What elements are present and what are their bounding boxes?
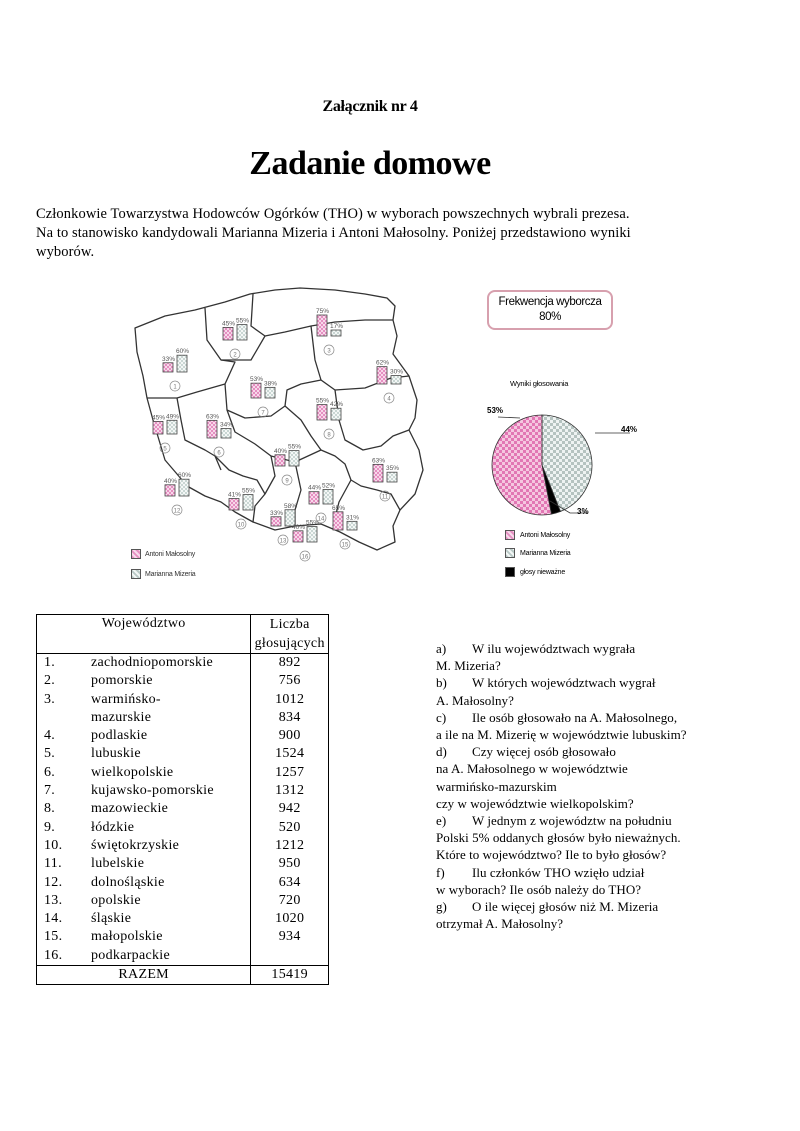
question-text-continuation: otrzymał A. Małosolny? xyxy=(436,916,564,932)
table-row xyxy=(37,928,329,946)
bar-malosolny-region-1 xyxy=(163,363,173,372)
region-number: 13 xyxy=(279,538,287,545)
region-number: 16 xyxy=(301,554,309,561)
voter-count: 1012 xyxy=(251,691,329,709)
question-item xyxy=(436,812,736,829)
question-text: W ilu województwach wygrała xyxy=(472,641,636,656)
voter-count: 892 xyxy=(251,654,329,673)
question-item xyxy=(436,864,736,881)
region-name: dolnośląskie xyxy=(91,874,165,890)
turnout-value: 80% xyxy=(539,311,561,323)
turnout-box xyxy=(487,290,613,330)
row-number: 10. xyxy=(37,837,92,855)
bar-malosolny-region-3 xyxy=(317,315,327,336)
pie-legend-label: Marianna Mizeria xyxy=(520,549,571,557)
map-legend-mizeria xyxy=(131,569,196,579)
bar-mizeria-region-7 xyxy=(265,387,275,398)
region-name: kujawsko-pomorskie xyxy=(91,783,214,799)
row-number: 16. xyxy=(37,947,92,966)
question-letter: f) xyxy=(436,864,445,880)
percent-label-mizeria: 60% xyxy=(176,348,190,356)
turnout-label: Frekwencja wyborcza xyxy=(498,296,602,308)
question-text-continuation: w wyborach? Ile osób należy do THO? xyxy=(436,881,642,897)
pie-slices xyxy=(492,415,592,515)
region-number: 2 xyxy=(233,352,237,359)
bar-mizeria-region-16 xyxy=(307,527,317,542)
percent-label-mizeria: 55% xyxy=(236,317,250,325)
table-row xyxy=(37,782,329,800)
bar-malosolny-region-2 xyxy=(223,327,233,340)
voter-count: 1212 xyxy=(251,837,329,855)
percent-label-mizeria: 35% xyxy=(386,465,400,473)
question-letter: b) xyxy=(436,675,447,691)
table-row xyxy=(37,691,329,709)
row-number: 1. xyxy=(37,654,92,673)
table-row xyxy=(37,910,329,928)
region-name: pomorskie xyxy=(91,673,153,689)
bar-mizeria-region-1 xyxy=(177,355,187,372)
label-line-53 xyxy=(498,417,520,418)
row-number: 8. xyxy=(37,800,92,818)
bar-mizeria-region-9 xyxy=(289,451,299,466)
percent-label-malosolny: 40% xyxy=(274,447,288,455)
region-name: lubelskie xyxy=(91,856,145,872)
bar-mizeria-region-2 xyxy=(237,325,247,340)
bar-malosolny-region-8 xyxy=(317,405,327,420)
pie-label-invalid: 3% xyxy=(577,507,589,516)
table-row xyxy=(37,764,329,782)
voter-count: 756 xyxy=(251,672,329,690)
question-item xyxy=(436,640,736,657)
percent-label-malosolny: 40% xyxy=(164,477,178,485)
pie-title: Wyniki głosowania xyxy=(510,379,569,388)
region-number: 8 xyxy=(327,432,331,439)
bar-malosolny-region-11 xyxy=(373,464,383,482)
bar-malosolny-region-6 xyxy=(207,420,217,438)
voter-count: 934 xyxy=(251,928,329,946)
voter-count: 950 xyxy=(251,855,329,873)
region-number: 10 xyxy=(237,522,245,529)
region-name: śląskie xyxy=(91,911,132,927)
column-header-count-line: Liczba xyxy=(269,617,310,632)
results-pie-chart xyxy=(490,405,650,525)
question-item xyxy=(436,743,736,760)
question-item xyxy=(436,709,736,726)
region-number: 12 xyxy=(173,508,181,515)
pie-legend-label: głosy nieważne xyxy=(520,568,566,576)
bar-malosolny-region-9 xyxy=(275,455,285,466)
column-header-region: Województwo xyxy=(37,615,251,654)
table-row xyxy=(37,672,329,690)
question-letter: c) xyxy=(436,709,447,725)
percent-label-malosolny: 63% xyxy=(372,457,386,465)
percent-label-malosolny: 53% xyxy=(250,376,264,384)
percent-label-malosolny: 40% xyxy=(292,523,306,531)
table-row xyxy=(37,745,329,763)
intro-line: Na to stanowisko kandydowali Marianna Mizeria i Antoni Małosolny. Poniżej przedstawiono wyniki xyxy=(36,225,631,241)
bar-mizeria-region-12 xyxy=(179,479,189,496)
voter-count: 1257 xyxy=(251,764,329,782)
percent-label-mizeria: 30% xyxy=(390,368,404,376)
percent-label-mizeria: 49% xyxy=(166,413,180,421)
bar-mizeria-region-11 xyxy=(387,472,397,482)
percent-label-mizeria: 34% xyxy=(220,421,234,429)
bar-mizeria-region-14 xyxy=(323,489,333,504)
percent-label-malosolny: 33% xyxy=(270,509,284,517)
percent-label-mizeria: 52% xyxy=(322,482,336,490)
bar-malosolny-region-16 xyxy=(293,531,303,542)
map-legend-label: Antoni Małosolny xyxy=(145,550,196,558)
question-text-continuation: na A. Małosolnego w województwie xyxy=(436,761,628,777)
percent-label-malosolny: 33% xyxy=(162,355,176,363)
row-number: 4. xyxy=(37,727,92,745)
percent-label-malosolny: 75% xyxy=(316,308,330,315)
region-number: 7 xyxy=(261,410,265,417)
question-text-continuation: Które to województwo? Ile to było głosów? xyxy=(436,847,667,863)
grey-checker-swatch-icon xyxy=(505,548,515,558)
voter-count: 942 xyxy=(251,800,329,818)
region-number: 5 xyxy=(163,446,167,453)
percent-label-mizeria: 38% xyxy=(264,380,278,388)
pie-legend-invalid xyxy=(505,567,565,577)
bar-mizeria-region-15 xyxy=(347,521,357,530)
region-name: opolskie xyxy=(91,892,141,908)
region-name: wielkopolskie xyxy=(91,764,174,780)
table-row xyxy=(37,947,329,966)
row-number: 14. xyxy=(37,910,92,928)
bar-malosolny-region-10 xyxy=(229,499,239,510)
voter-count: 1312 xyxy=(251,782,329,800)
voter-count: 720 xyxy=(251,892,329,910)
percent-label-malosolny: 41% xyxy=(228,491,242,499)
question-letter: g) xyxy=(436,899,447,915)
bar-mizeria-region-6 xyxy=(221,428,231,438)
table-row xyxy=(37,874,329,892)
voters-table xyxy=(36,614,329,985)
bar-mizeria-region-10 xyxy=(243,495,253,510)
row-number: 11. xyxy=(37,855,92,873)
voter-count: 520 xyxy=(251,819,329,837)
question-item xyxy=(436,898,736,915)
percent-label-mizeria: 55% xyxy=(306,519,320,527)
region-number: 9 xyxy=(285,478,289,485)
row-number: 2. xyxy=(37,672,92,690)
percent-label-malosolny: 65% xyxy=(332,504,346,512)
voter-count: 1524 xyxy=(251,745,329,763)
region-number: 14 xyxy=(317,516,325,523)
row-number: 7. xyxy=(37,782,92,800)
percent-label-mizeria: 55% xyxy=(242,487,256,495)
percent-label-mizeria: 42% xyxy=(330,401,344,409)
pie-label-mizeria: 44% xyxy=(621,425,638,434)
question-text-continuation: warmińsko-mazurskim xyxy=(436,778,557,794)
row-number: 15. xyxy=(37,928,92,946)
percent-label-malosolny: 63% xyxy=(206,413,220,421)
bar-mizeria-region-5 xyxy=(167,420,177,434)
bar-malosolny-region-7 xyxy=(251,383,261,398)
region-name: podlaskie xyxy=(91,728,148,744)
question-text-continuation: M. Mizeria? xyxy=(436,658,501,674)
page-title: Zadanie domowe xyxy=(249,145,491,182)
row-number: 6. xyxy=(37,764,92,782)
row-number xyxy=(37,709,92,727)
pie-legend-malosolny xyxy=(505,530,570,540)
voter-count xyxy=(251,947,329,966)
percent-label-mizeria: 60% xyxy=(178,472,192,480)
row-number: 12. xyxy=(37,874,92,892)
row-number: 13. xyxy=(37,892,92,910)
pie-label-malosolny: 53% xyxy=(487,406,504,415)
table-row xyxy=(37,892,329,910)
question-text-continuation: a ile na M. Mizerię w województwie lubuskim? xyxy=(436,727,687,743)
table-row xyxy=(37,855,329,873)
question-text: Ile osób głosowało na A. Małosolnego, xyxy=(472,709,678,725)
table-row xyxy=(37,800,329,818)
region-name: warmińsko- xyxy=(91,691,161,707)
total-value: 15419 xyxy=(251,966,329,985)
region-name: mazurskie xyxy=(91,709,152,725)
black-swatch-icon xyxy=(505,567,515,577)
intro-line: wyborów. xyxy=(36,244,95,260)
voter-count: 834 xyxy=(251,709,329,727)
row-number: 9. xyxy=(37,819,92,837)
map-legend-label: Marianna Mizeria xyxy=(145,570,196,578)
region-name: małopolskie xyxy=(91,929,163,945)
question-text: W jednym z województw na południu xyxy=(472,813,672,829)
pink-checker-swatch-icon xyxy=(131,549,141,559)
bar-malosolny-region-5 xyxy=(153,421,163,434)
region-name: mazowieckie xyxy=(91,801,169,817)
row-number: 3. xyxy=(37,691,92,709)
map-legend-malosolny xyxy=(131,549,195,559)
total-label: RAZEM xyxy=(37,966,251,985)
voter-count: 1020 xyxy=(251,910,329,928)
region-number: 11 xyxy=(381,494,389,501)
table-row xyxy=(37,654,329,673)
region-number: 4 xyxy=(387,396,391,403)
region-number: 3 xyxy=(327,348,331,355)
question-text: O ile więcej głosów niż M. Mizeria xyxy=(472,899,659,915)
voter-count: 900 xyxy=(251,727,329,745)
question-item xyxy=(436,674,736,691)
bar-malosolny-region-4 xyxy=(377,367,387,384)
region-name: łódzkie xyxy=(91,819,135,835)
table-row xyxy=(37,819,329,837)
column-header-count xyxy=(251,615,329,654)
voter-count: 634 xyxy=(251,874,329,892)
intro-line: Członkowie Towarzystwa Hodowców Ogórków (THO) w wyborach powszechnych wybrali prezesa. xyxy=(36,206,630,222)
percent-label-mizeria: 31% xyxy=(346,514,360,522)
grey-checker-swatch-icon xyxy=(131,569,141,579)
table-row xyxy=(37,709,329,727)
region-name: świętokrzyskie xyxy=(91,837,180,853)
bar-malosolny-region-12 xyxy=(165,485,175,496)
bar-mizeria-region-3 xyxy=(331,330,341,336)
pie-legend-label: Antoni Małosolny xyxy=(520,531,571,539)
pie-legend-mizeria xyxy=(505,548,571,558)
question-text: W których województwach wygrał xyxy=(472,675,656,691)
question-letter: a) xyxy=(436,641,447,656)
percent-label-malosolny: 45% xyxy=(152,414,166,422)
bar-mizeria-region-4 xyxy=(391,376,401,384)
question-text-continuation: czy w województwie wielkopolskim? xyxy=(436,795,634,811)
question-letter: e) xyxy=(436,813,447,829)
table-row xyxy=(37,837,329,855)
row-number: 5. xyxy=(37,745,92,763)
bar-malosolny-region-13 xyxy=(271,517,281,526)
question-text-continuation: A. Małosolny? xyxy=(436,692,514,708)
percent-label-malosolny: 44% xyxy=(308,484,322,492)
question-letter: d) xyxy=(436,744,447,760)
bar-mizeria-region-8 xyxy=(331,408,341,420)
percent-label-malosolny: 45% xyxy=(222,320,236,328)
total-row xyxy=(37,966,329,985)
region-number: 1 xyxy=(173,384,177,391)
percent-label-malosolny: 55% xyxy=(316,397,330,405)
percent-label-mizeria: 55% xyxy=(288,443,302,451)
poland-map xyxy=(125,280,465,590)
table-row xyxy=(37,727,329,745)
map-result-bars xyxy=(152,308,403,561)
region-number: 6 xyxy=(217,450,221,457)
question-text-continuation: Polski 5% oddanych głosów było nieważnych. xyxy=(436,830,681,846)
bar-malosolny-region-14 xyxy=(309,492,319,504)
percent-label-malosolny: 62% xyxy=(376,359,390,367)
region-name: lubuskie xyxy=(91,746,141,762)
region-name: podkarpackie xyxy=(91,947,251,966)
annex-label: Załącznik nr 4 xyxy=(322,98,418,115)
percent-label-mizeria: 58% xyxy=(284,502,298,510)
column-header-count-line: głosujących xyxy=(254,636,325,651)
question-text: Czy więcej osób głosowało xyxy=(472,744,616,760)
region-number: 15 xyxy=(341,542,349,549)
question-text: Ilu członków THO wzięło udział xyxy=(472,864,645,880)
intro-paragraph xyxy=(36,205,716,262)
bar-malosolny-region-15 xyxy=(333,512,343,530)
questions-list xyxy=(436,640,736,932)
percent-label-mizeria: 17% xyxy=(330,323,344,330)
region-name: zachodniopomorskie xyxy=(91,655,214,670)
pink-checker-swatch-icon xyxy=(505,530,515,540)
